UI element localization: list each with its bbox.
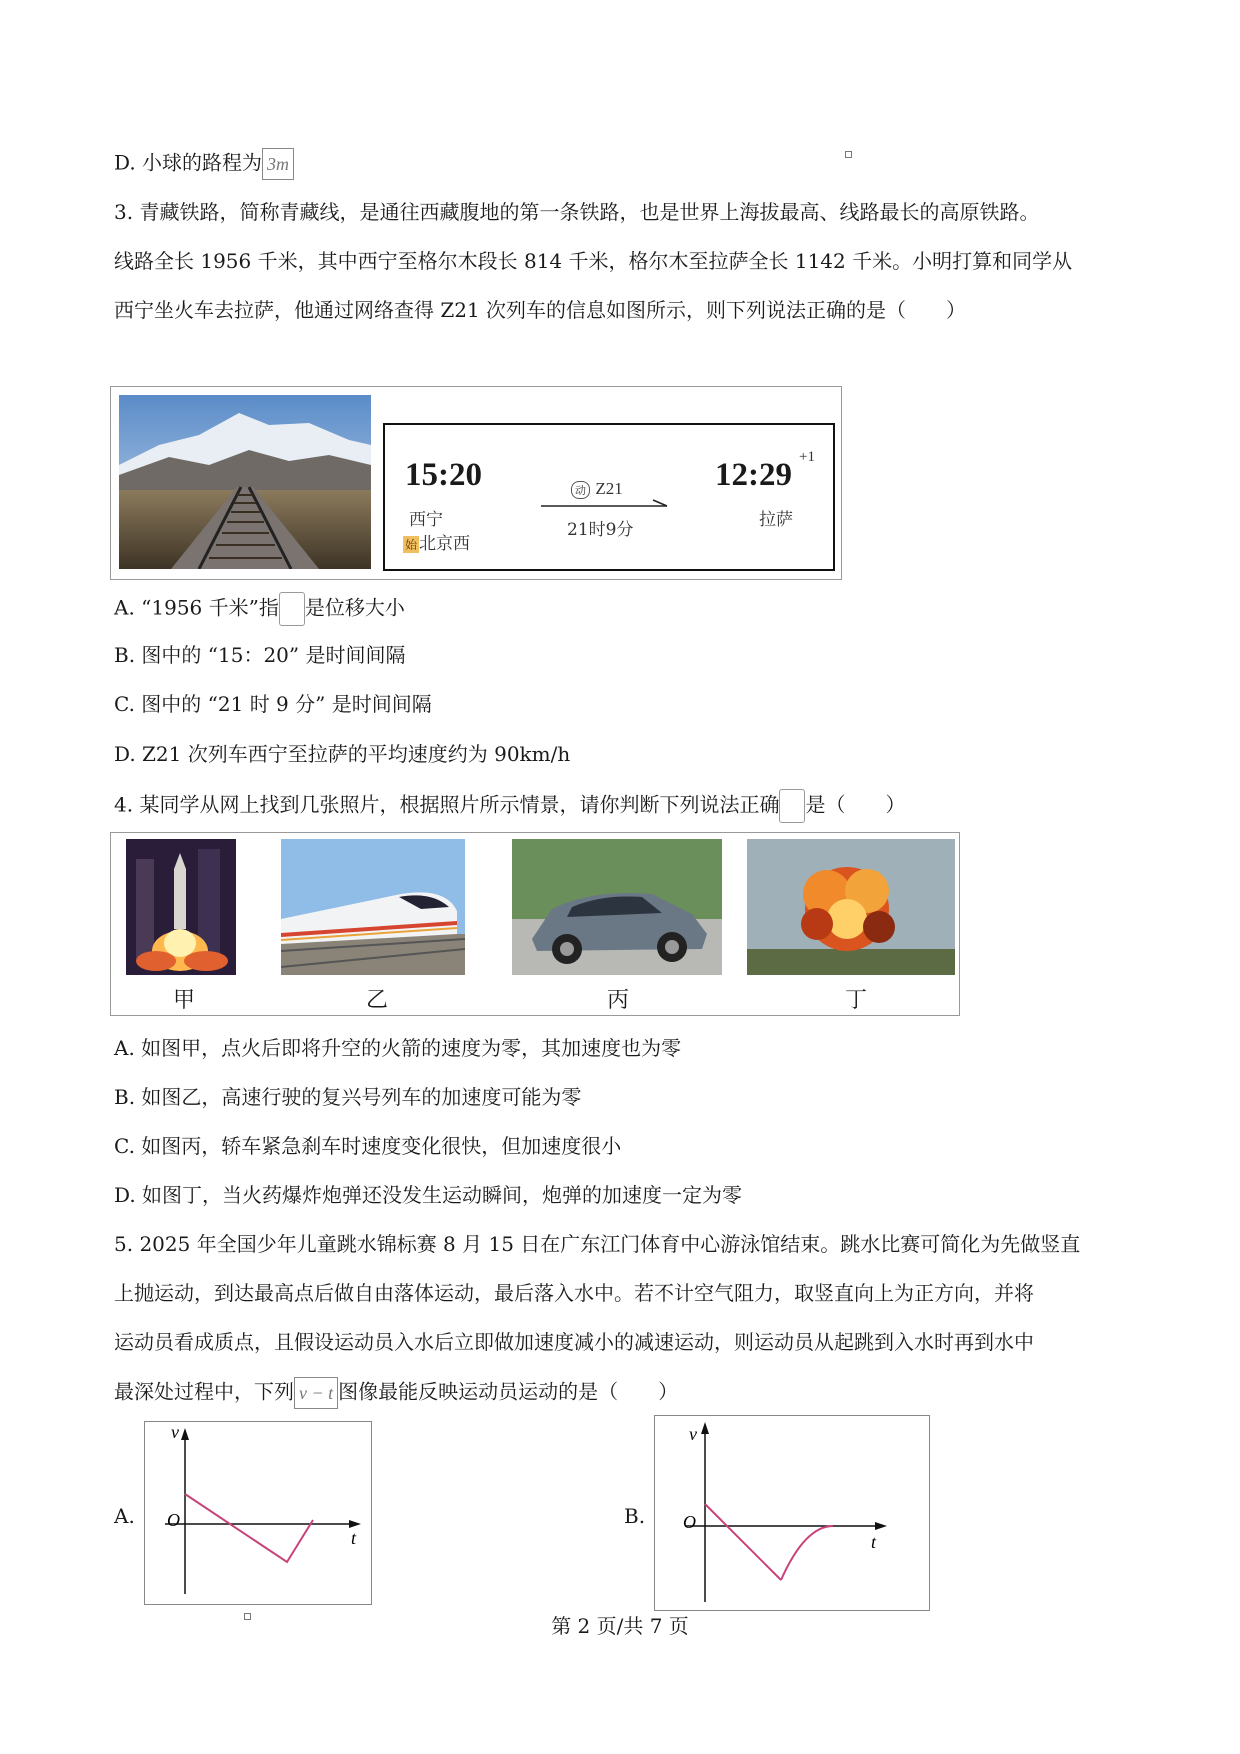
formula-box: v − t [294,1377,338,1409]
caption-yi: 乙 [366,988,389,1013]
q3-text-line-1: 3. 青藏铁路，简称青藏线，是通往西藏腹地的第一条铁路，也是世界上海拔最高、线路最长的高原铁路。 [114,200,1040,224]
caption-ding: 丁 [845,988,868,1013]
blank-box [279,592,305,626]
q4-option-d: D. 如图丁，当火药爆炸炮弹还没发生运动瞬间，炮弹的加速度一定为零 [114,1183,743,1207]
anchor-marker [845,151,852,158]
car-braking-photo [512,839,722,975]
train-type-badge: 动 [571,481,590,499]
origin-label: O [683,1512,696,1532]
t-axis-label: t [351,1528,357,1548]
q3-text-line-3: 西宁坐火车去拉萨，他通过网络查得 Z21 次列车的信息如图所示，则下列说法正确的是（ ） [114,298,967,322]
q3-option-b: B. 图中的 “15：20” 是时间间隔 [114,643,406,667]
ticket-card [383,423,835,571]
page-footer: 第 2 页/共 7 页 [551,1614,689,1638]
caption-bing: 丙 [607,988,630,1013]
q5-text-line-4: 最深处过程中，下列 v − t 图像最能反映运动员运动的是（ ） [114,1377,678,1409]
explosion-photo [747,839,955,975]
depart-station: 西宁 [409,510,443,530]
route-arrow-icon [541,499,671,513]
railway-photo [119,395,371,569]
q3-option-c: C. 图中的 “21 时 9 分” 是时间间隔 [114,692,432,716]
q4-option-a: A. 如图甲，点火后即将升空的火箭的速度为零，其加速度也为零 [114,1036,682,1060]
q4-text: 4. 某同学从网上找到几张照片，根据照片所示情景，请你判断下列说法正确 是（ ） [114,789,905,823]
v-axis-label: v [689,1424,697,1444]
rocket-photo [126,839,236,975]
origin-label: O [167,1510,180,1530]
travel-duration: 21时9分 [567,520,634,540]
q4-option-b: B. 如图乙，高速行驶的复兴号列车的加速度可能为零 [114,1085,582,1109]
graph-a-label: A. [114,1504,135,1528]
day-offset: +1 [799,449,815,465]
origin-badge: 始 [405,538,418,552]
graph-a [144,1421,372,1605]
graph-b-label: B. [624,1504,646,1528]
arrive-time: 12:29 [715,457,792,493]
blank-box [779,789,805,823]
q5-text-line-1: 5. 2025 年全国少年儿童跳水锦标赛 8 月 15 日在广东江门体育中心游泳馆结束。跳水比赛可简化为先做竖直 [114,1232,1081,1256]
q3-text-line-2: 线路全长 1956 千米，其中西宁至格尔木段长 814 千米，格尔木至拉萨全长 1142 千米。小明打算和同学从 [114,249,1073,273]
option-d-q2: D. 小球的路程为 3m [114,148,294,180]
high-speed-train-photo [281,839,465,975]
graph-b [654,1415,930,1611]
depart-time: 15:20 [405,457,482,493]
q5-text-line-3: 运动员看成质点，且假设运动员入水后立即做加速度减小的减速运动，则运动员从起跳到入水时再到水中 [114,1330,1034,1354]
q3-option-a: A. “1956 千米”指 是位移大小 [114,592,405,626]
v-axis-label: v [171,1422,179,1442]
q4-option-c: C. 如图丙，轿车紧急刹车时速度变化很快，但加速度很小 [114,1134,622,1158]
t-axis-label: t [871,1532,877,1552]
train-number: 动 Z21 [571,479,623,499]
train-info-figure [110,386,842,580]
formula-box: 3m [262,148,294,180]
q3-option-d: D. Z21 次列车西宁至拉萨的平均速度约为 90km/h [114,742,571,766]
arrive-station: 拉萨 [759,510,793,530]
caption-jia: 甲 [173,988,196,1013]
photo-strip [110,832,960,1016]
origin-station: 始 北京西 [405,534,471,554]
q5-text-line-2: 上抛运动，到达最高点后做自由落体运动，最后落入水中。若不计空气阻力，取竖直向上为正方向，并将 [114,1281,1034,1305]
